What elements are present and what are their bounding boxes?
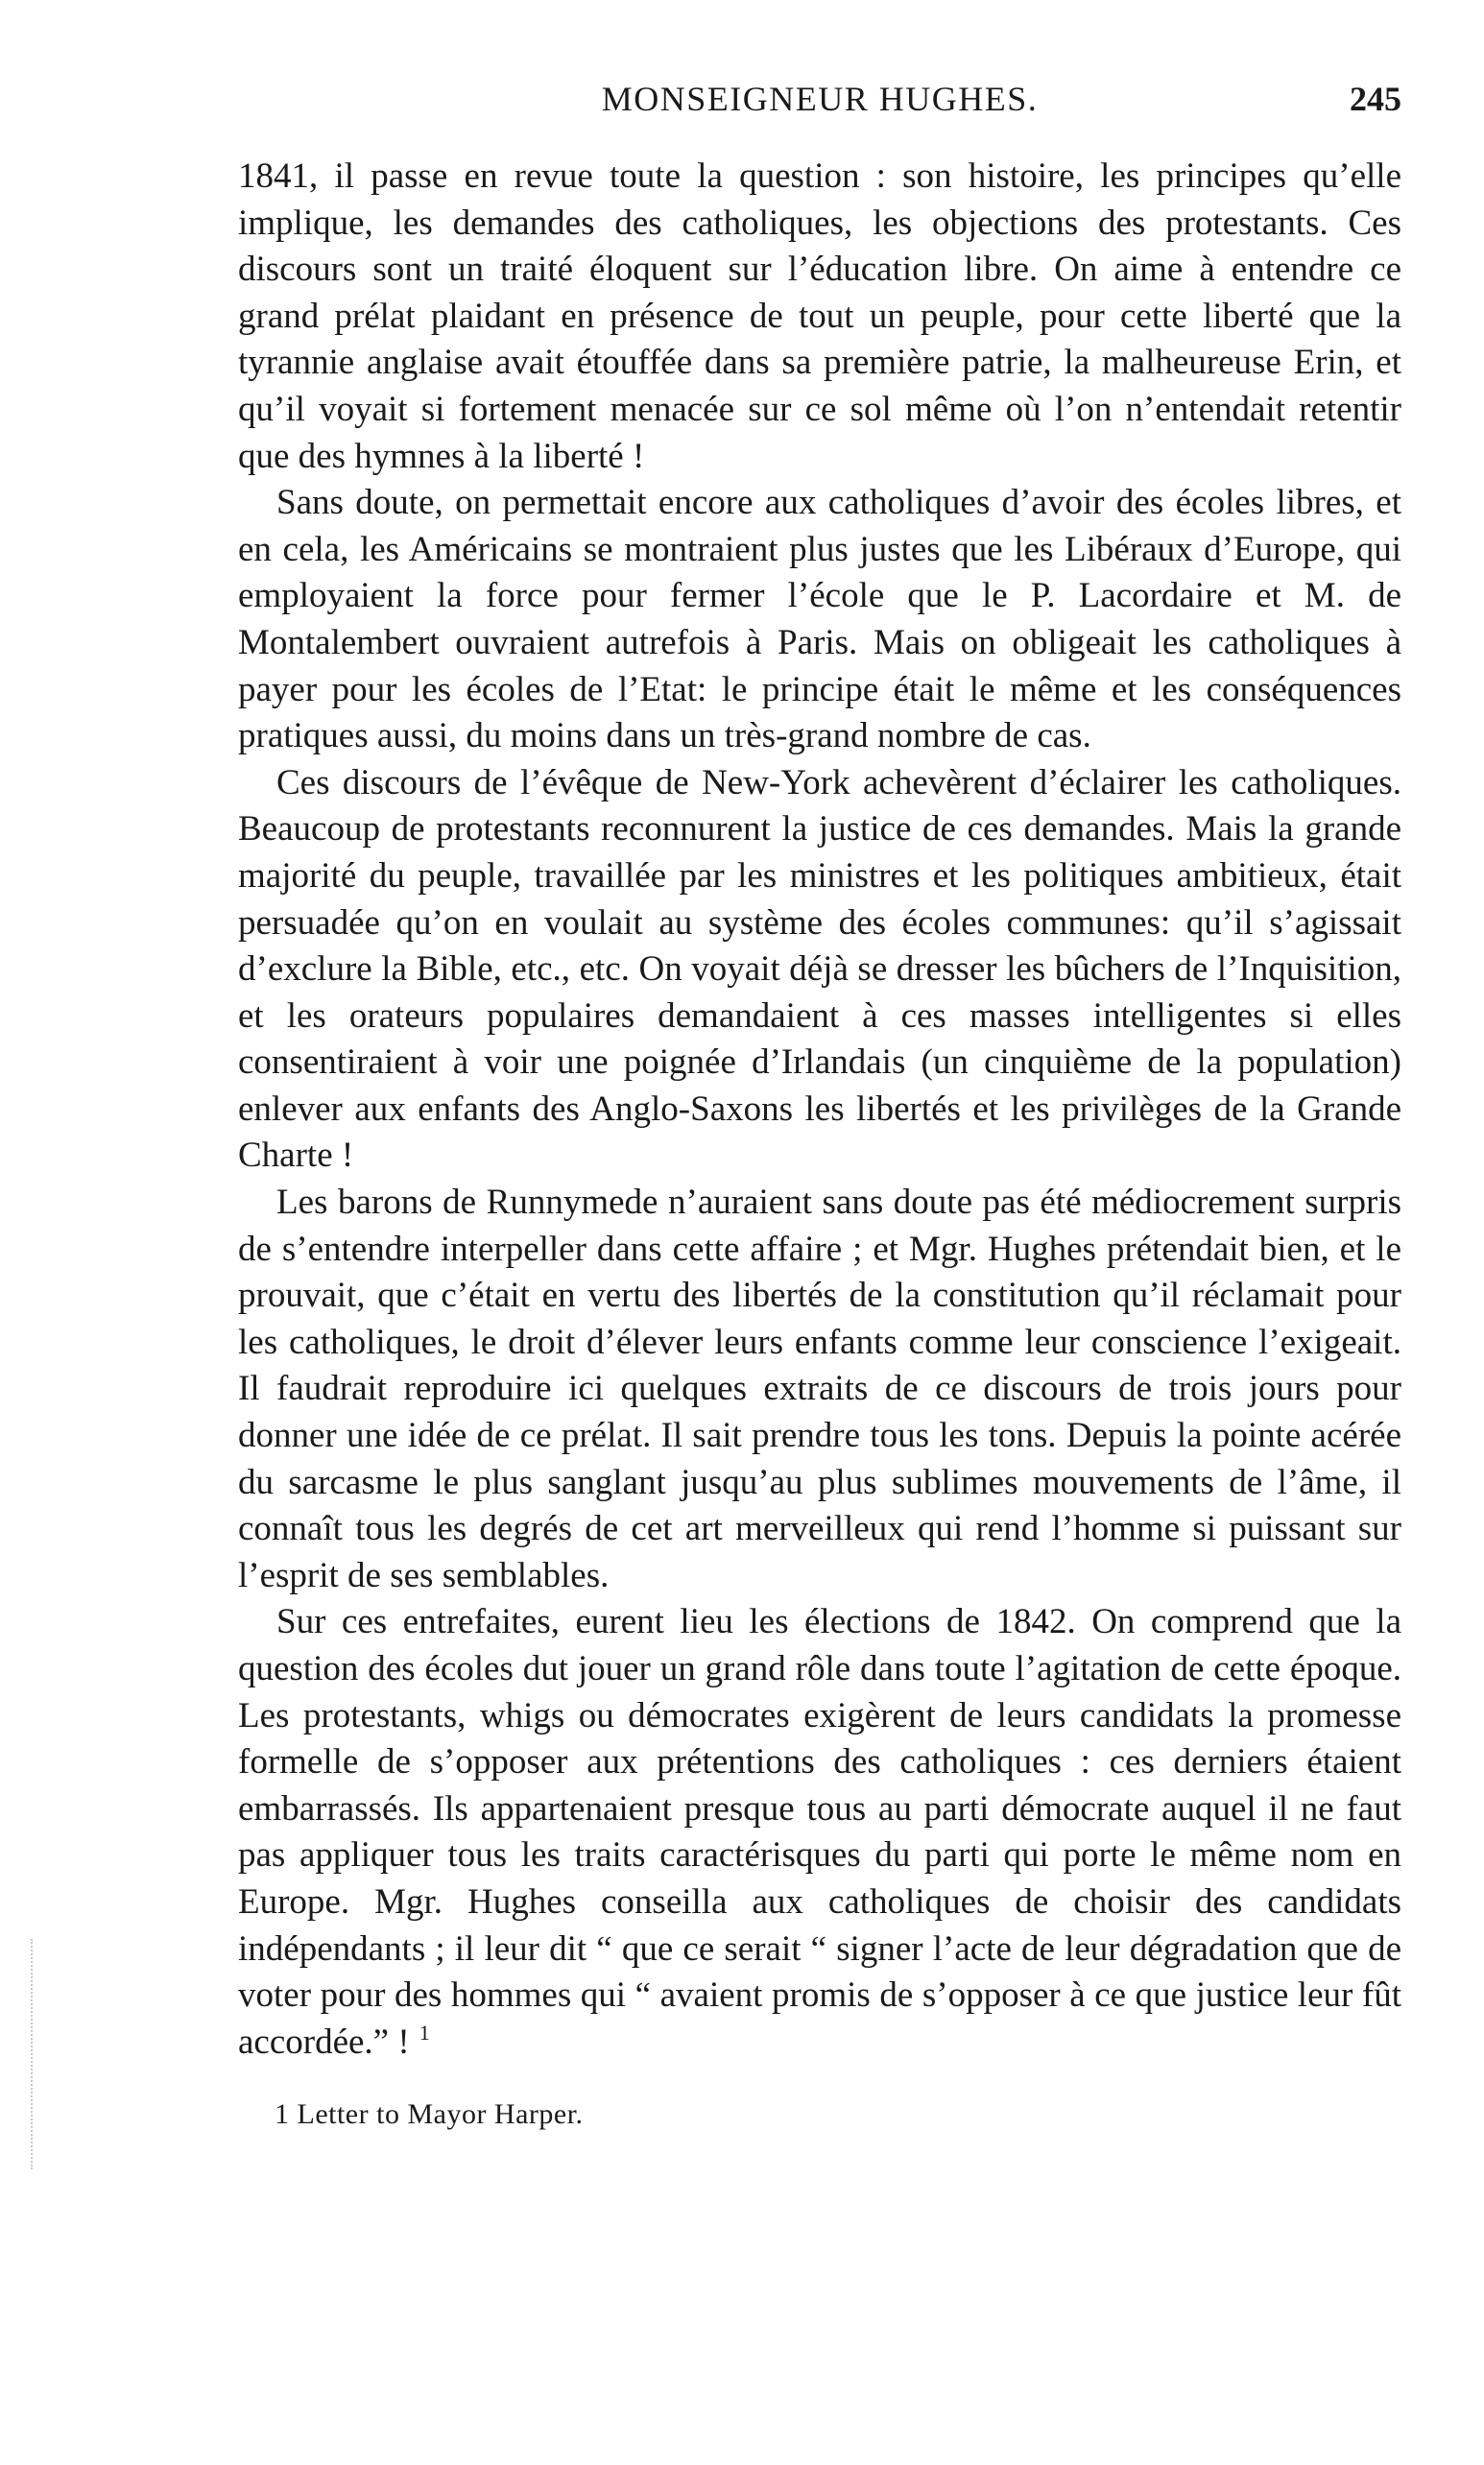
- paragraph-3: Ces discours de l’évêque de New-York achevèrent d’éclairer les catholiques. Beaucoup de protestants reconnurent la justice de ces demandes. Mais la grande majorité du peuple, travaillée par les ministres et les politiques ambitieux, était persuadée qu’on en voulait au système des écoles communes: qu’il s’agissait d’exclure la Bible, etc., etc. On voyait déjà se dresser les bûchers de l’Inquisition, et les orateurs populaires demandaient à ces masses intelligentes si elles consentiraient à voir une poignée d’Irlandais (un cinquième de la population) enlever aux enfants des Anglo-Saxons les libertés et les privilèges de la Grande Charte !: [238, 762, 1401, 1176]
- paragraph-5-text: Sur ces entrefaites, eurent lieu les élections de 1842. On comprend que la question des écoles dut jouer un grand rôle dans toute l’agitation de cette époque. Les protestants, whigs ou démocrates exigèrent de leurs candidats la promesse formelle de s’opposer aux prétentions des catholiques : ces derniers étaient embarrassés. Ils appartenaient presque tous au parti démocrate auquel il ne faut pas appliquer tous les traits caractérisques du parti qui porte le même nom en Europe. Mgr. Hughes conseilla aux catholiques de choisir des candidats indépendants ; il leur dit “ que ce serait “ signer l’acte de leur dégradation que de voter pour des hommes qui “ avaient promis de s’opposer à ce que justice leur fût accordée.” !: [238, 1602, 1401, 2062]
- paragraph-1: 1841, il passe en revue toute la question : son histoire, les principes qu’elle implique, les demandes des catholiques, les objections des protestants. Ces discours sont un traité éloquent sur l’éducation libre. On aime à entendre ce grand prélat plaidant en présence de tout un peuple, pour cette liberté que la tyrannie anglaise avait étouffée dans sa première patrie, la malheureuse Erin, et qu’il voyait si fortement menacée sur ce sol même où l’on n’entendait retentir que des hymnes à la liberté !: [238, 156, 1401, 476]
- running-title: MONSEIGNEUR HUGHES.: [601, 80, 1039, 118]
- paragraph-2: Sans doute, on permettait encore aux catholiques d’avoir des écoles libres, et en cela, les Américains se montraient plus justes que les Libéraux d’Europe, qui employaient la force pour fermer l’école que le P. Lacordaire et M. de Montalembert ouvraient autrefois à Paris. Mais on obligeait les catholiques à payer pour les écoles de l’Etat: le principe était le même et les conséquences pratiques aussi, du moins dans un très-grand nombre de cas.: [238, 483, 1401, 756]
- paragraph-4: Les barons de Runnymede n’auraient sans doute pas été médiocrement surpris de s’entendre interpeller dans cette affaire ; et Mgr. Hughes prétendait bien, et le prouvait, que c’était en vertu des libertés de la constitution qu’il réclamait pour les catholiques, le droit d’élever leurs enfants comme leur conscience l’exigeait. Il faudrait reproduire ici quelques extraits de ce discours de trois jours pour donner une idée de ce prélat. Il sait prendre tous les tons. Depuis la pointe acérée du sarcasme le plus sanglant jusqu’au plus sublimes mouvements de l’âme, il connaît tous les degrés de cet art merveilleux qui rend l’homme si puissant sur l’esprit de ses semblables.: [238, 1183, 1401, 1595]
- page-header: [238, 79, 1401, 127]
- page-number: 245: [1350, 80, 1401, 118]
- paragraph-5: [238, 1599, 1401, 2066]
- body-text: [238, 154, 1401, 2066]
- scan-margin-specks: [31, 1939, 35, 2169]
- footnote-reference: 1: [419, 2021, 430, 2046]
- footnote: 1 Letter to Mayor Harper.: [275, 2098, 584, 2130]
